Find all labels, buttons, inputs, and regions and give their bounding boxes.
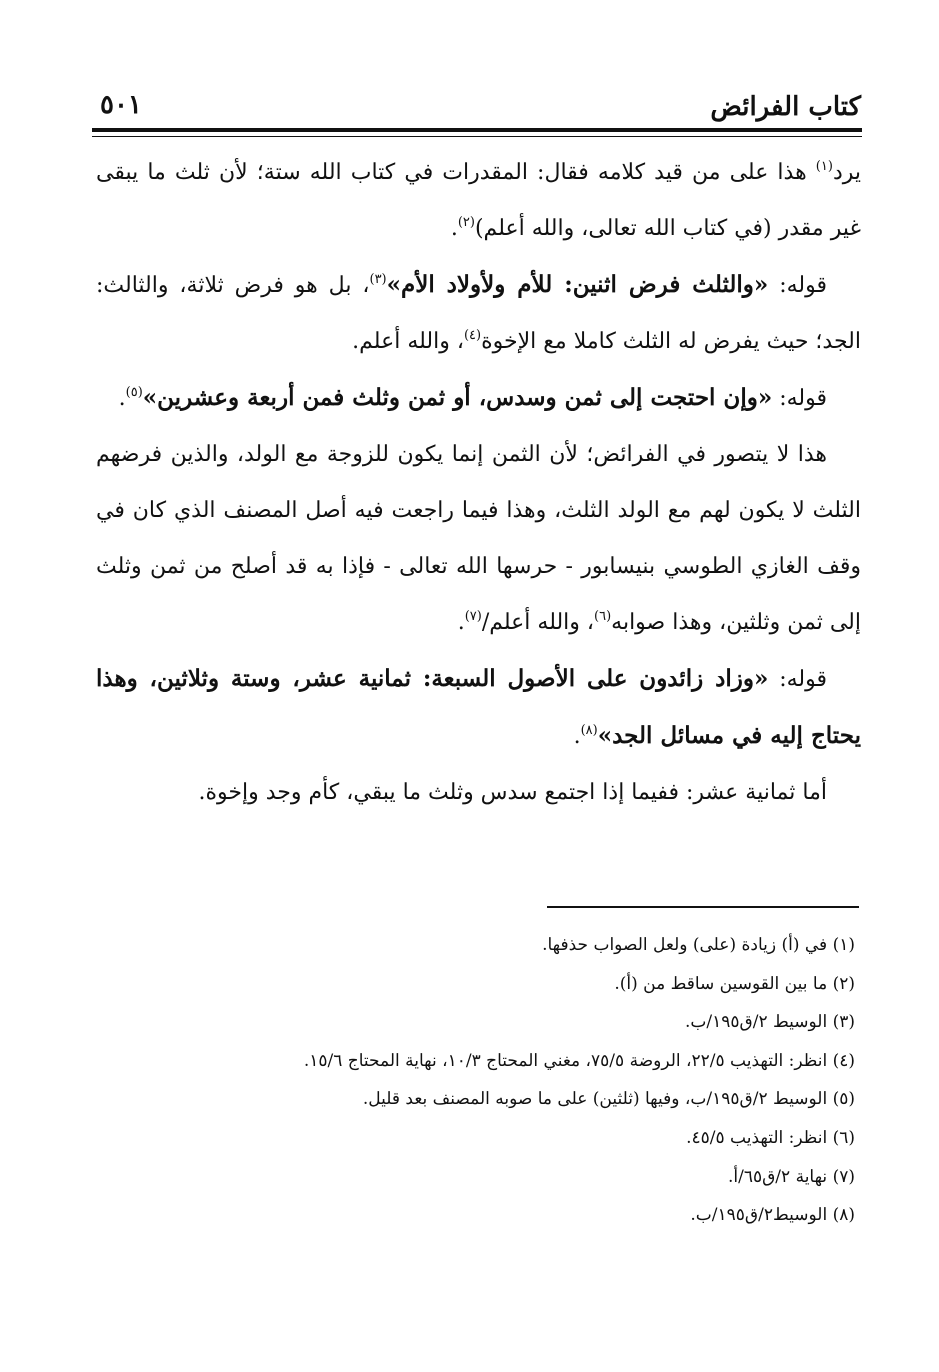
text-run: ، والله أعلم.: [352, 329, 464, 354]
main-text: [96, 145, 861, 821]
footnote-ref: (٢): [457, 215, 475, 230]
quoted-matn: «والثلث فرض اثنين: للأم ولأولاد الأم»: [386, 271, 769, 298]
footnote-5: (٥) الوسيط ٢/ق١٩٥/ب، وفيها (ثلثين) على ما صوبه المصنف بعد قليل.: [362, 1089, 855, 1110]
footnote-ref: (١): [815, 159, 833, 174]
footnote-4: (٤) انظر: التهذيب ٢٢/٥، الروضة ٧٥/٥، مغني المحتاج ١٠/٣، نهاية المحتاج ١٥/٦.: [303, 1050, 855, 1071]
text-run: يرد: [832, 160, 861, 185]
header-rule-thin: [92, 136, 862, 137]
running-title: كتاب الفرائض: [710, 92, 861, 122]
footnote-3: (٣) الوسيط ٢/ق١٩٥/ب.: [684, 1012, 855, 1033]
quoted-matn: «وإن احتجت إلى ثمن وسدس، أو ثمن وثلث فمن أربعة وعشرين»: [142, 384, 773, 411]
text-run: .: [118, 386, 126, 411]
text-run: هذا على من قيد كلامه فقال: المقدرات في كتاب الله ستة؛ لأن ثلث ما يبقى غير مقدر (في كتاب الله تعالى، والله أعلم): [96, 160, 861, 241]
paragraph-4: [96, 427, 861, 651]
footnote-ref: (٨): [580, 723, 598, 738]
footnote-ref: (٧): [464, 609, 482, 624]
text-run: .: [573, 724, 581, 749]
footnote-6: (٦) انظر: التهذيب ٤٥/٥.: [686, 1127, 855, 1148]
footnote-ref: (٥): [125, 385, 143, 400]
footnote-ref: (٦): [594, 609, 612, 624]
footnote-ref: (٣): [369, 272, 387, 287]
text-run: ، بل هو فرض ثلاثة، والثالث: الجد؛ حيث يفرض له الثلث كاملا مع الإخوة: [96, 273, 861, 354]
text-run: هذا لا يتصور في الفرائض؛ لأن الثمن إنما يكون للزوجة مع الولد، والذين فرضهم الثلث لا يكون لهم مع الولد الثلث، وهذا فيما راجعت فيه أصل المصنف الذي كان في وقف الغازي الطوسي بنيسابور - حرسها الله تعالى - فإذا به قد أصلح من ثمن وثلث إلى ثمن وثلثين، وهذا صوابه: [96, 442, 861, 635]
footnote-7: (٧) نهاية ٢/ق٦٥/أ.: [727, 1166, 855, 1187]
footnote-2: (٢) ما بين القوسين ساقط من (أ).: [614, 973, 855, 994]
paragraph-1: [96, 145, 861, 257]
paragraph-2: [96, 257, 861, 370]
footnote-1: (١) في (أ) زيادة (على) ولعل الصواب حذفها.: [542, 935, 855, 955]
footnote-8: (٨) الوسيط٢/ق١٩٥/ب.: [690, 1205, 855, 1226]
paragraph-5: [96, 651, 861, 765]
footnotes: [95, 926, 855, 1235]
header-rule-thick: [92, 128, 862, 132]
footnote-ref: (٤): [463, 328, 482, 343]
text-run: .: [450, 216, 458, 241]
text-run: قوله:: [768, 273, 827, 298]
text-run: قوله:: [768, 667, 827, 692]
quoted-matn: «وزاد زائدون على الأصول السبعة: ثمانية عشر، وستة وثلاثين، وهذا يحتاج إليه في مسائل الجد»: [96, 665, 861, 749]
paragraph-6: أما ثمانية عشر: ففيما إذا اجتمع سدس وثلث ما يبقي، كأم وجد وإخوة.: [198, 780, 827, 805]
text-run: ، والله أعلم/: [481, 610, 595, 635]
text-run: .: [457, 610, 465, 635]
page-number: ٥٠١: [100, 90, 142, 120]
footnote-separator: [547, 906, 859, 908]
paragraph-3: [96, 370, 861, 427]
text-run: قوله:: [772, 386, 827, 411]
